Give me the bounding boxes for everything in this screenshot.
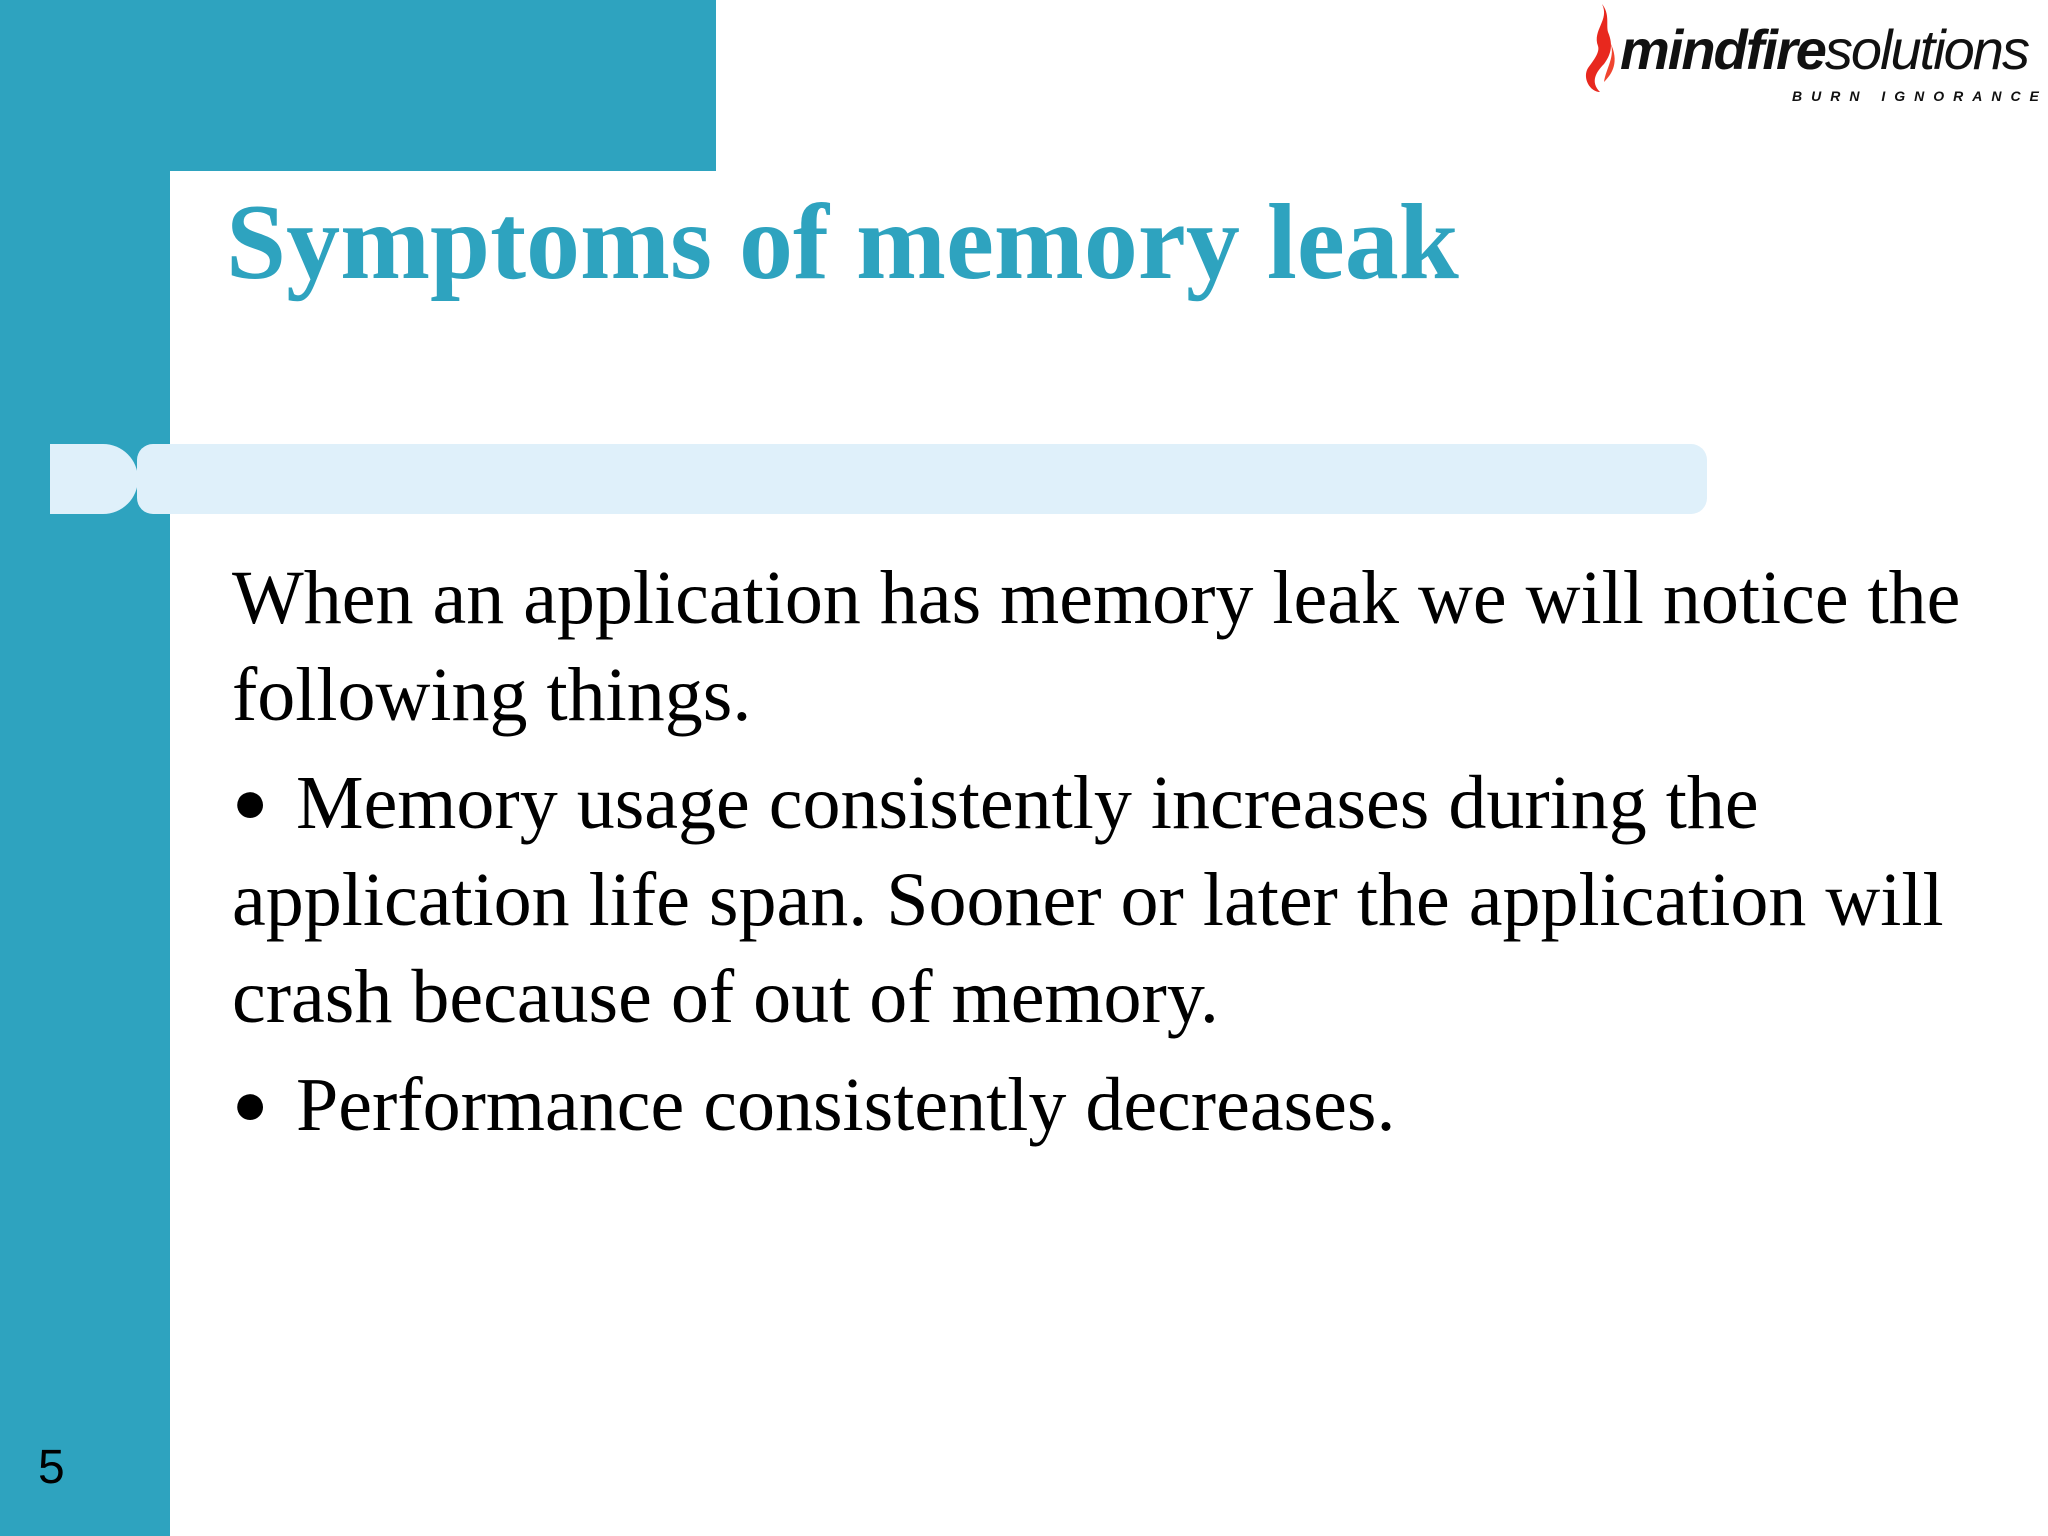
logo-brand-light: solutions xyxy=(1824,18,2028,81)
bullet-item xyxy=(232,754,1972,1046)
logo-wordmark xyxy=(1620,18,2028,81)
logo-tagline: BURN IGNORANCE xyxy=(1792,88,2048,104)
logo-brand-bold: mindfire xyxy=(1620,18,1825,81)
bullet-item xyxy=(232,1056,1972,1154)
divider-tab xyxy=(50,444,138,514)
slide-title: Symptoms of memory leak xyxy=(226,183,1459,302)
page-number: 5 xyxy=(38,1441,65,1494)
flame-icon xyxy=(1580,2,1624,94)
intro-paragraph: When an application has memory leak we will notice the following things. xyxy=(232,556,1961,737)
bullet-text: Performance consistently decreases. xyxy=(296,1063,1396,1147)
title-divider-bar xyxy=(137,444,1707,514)
slide-body xyxy=(232,550,1972,1154)
bullet-icon: ● xyxy=(232,1071,269,1137)
bullet-icon: ● xyxy=(232,769,269,835)
top-accent-band xyxy=(0,0,716,171)
left-accent-bar xyxy=(0,0,170,1536)
bullet-text: Memory usage consistently increases during the application life span. Sooner or later the application will crash because of out of memory. xyxy=(232,761,1944,1039)
company-logo xyxy=(1580,0,2048,110)
